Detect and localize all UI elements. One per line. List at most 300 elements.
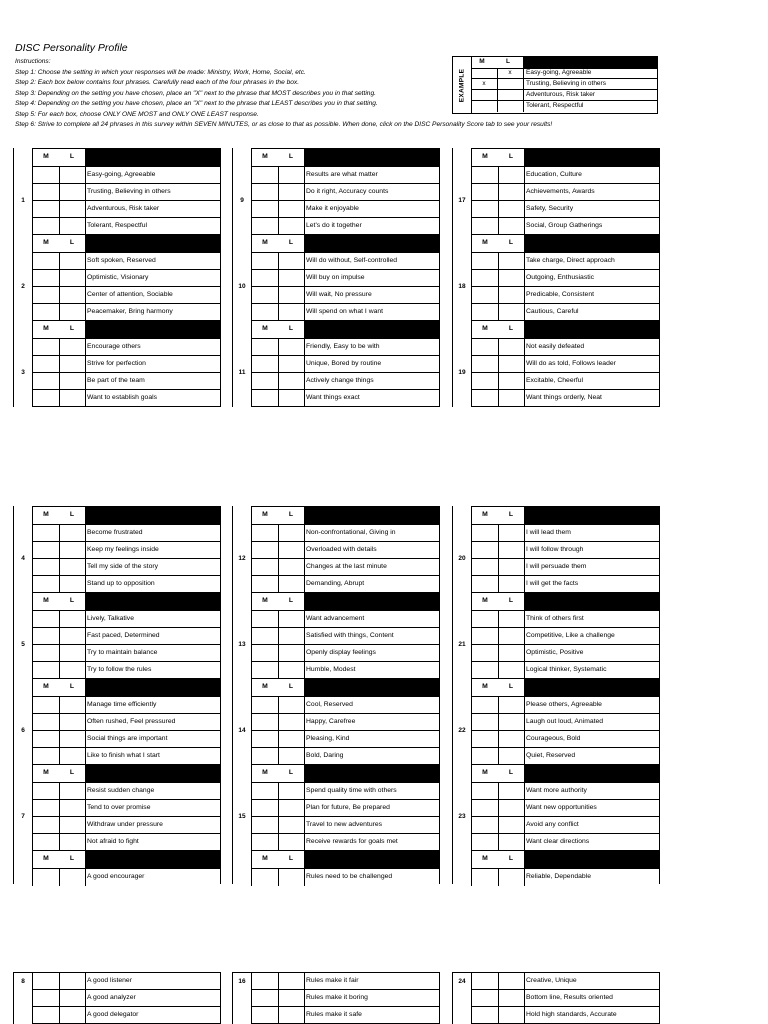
most-checkbox[interactable] (33, 390, 60, 406)
most-checkbox[interactable] (472, 373, 499, 389)
most-checkbox[interactable] (252, 628, 279, 644)
most-checkbox[interactable] (472, 253, 499, 269)
most-checkbox[interactable] (472, 973, 499, 989)
most-checkbox[interactable] (472, 390, 499, 406)
most-column-header: M (43, 855, 49, 862)
phrase-text: Rules need to be challenged (306, 873, 393, 880)
phrase-row (32, 287, 220, 304)
phrase-row (32, 731, 220, 748)
least-checkbox[interactable] (498, 748, 525, 764)
least-checkbox[interactable] (278, 990, 305, 1006)
least-checkbox[interactable] (278, 184, 305, 200)
least-checkbox[interactable] (59, 714, 86, 730)
most-checkbox[interactable] (33, 800, 60, 816)
phrase-text: Fast paced, Determined (87, 632, 160, 639)
least-checkbox[interactable] (59, 270, 86, 286)
most-checkbox[interactable] (472, 731, 499, 747)
most-checkbox[interactable] (252, 184, 279, 200)
question-number: 13 (238, 641, 246, 648)
phrase-text: Optimistic, Positive (526, 649, 584, 656)
phrase-row (251, 559, 439, 576)
least-checkbox[interactable] (59, 218, 86, 234)
most-checkbox[interactable] (472, 628, 499, 644)
most-checkbox[interactable] (33, 748, 60, 764)
least-checkbox[interactable] (498, 373, 525, 389)
phrase-row (471, 697, 659, 714)
least-checkbox[interactable] (278, 783, 305, 799)
most-checkbox[interactable] (252, 525, 279, 541)
most-checkbox[interactable] (472, 817, 499, 833)
most-checkbox[interactable] (252, 542, 279, 558)
most-column-header: M (482, 769, 488, 776)
most-checkbox[interactable] (472, 800, 499, 816)
phrase-row (32, 542, 220, 559)
most-checkbox[interactable] (33, 542, 60, 558)
most-checkbox[interactable] (252, 869, 279, 886)
most-checkbox[interactable] (472, 559, 499, 575)
least-checkbox[interactable] (278, 167, 305, 183)
phrase-row (251, 869, 439, 886)
least-checkbox[interactable] (59, 973, 86, 989)
least-checkbox[interactable] (278, 390, 305, 406)
most-checkbox[interactable] (252, 339, 279, 355)
most-checkbox[interactable] (252, 973, 279, 989)
least-checkbox[interactable] (59, 800, 86, 816)
least-column-header: L (69, 239, 75, 246)
least-column-header: L (288, 769, 294, 776)
phrase-row (471, 184, 659, 201)
least-checkbox[interactable] (278, 339, 305, 355)
most-checkbox[interactable] (33, 817, 60, 833)
most-checkbox[interactable] (33, 662, 60, 678)
question-number: 2 (21, 283, 25, 290)
phrase-row (251, 339, 439, 356)
least-checkbox[interactable] (498, 287, 525, 303)
most-checkbox[interactable] (252, 783, 279, 799)
least-checkbox[interactable] (59, 576, 86, 592)
most-checkbox[interactable] (252, 253, 279, 269)
most-checkbox[interactable] (252, 611, 279, 627)
least-checkbox[interactable] (278, 714, 305, 730)
most-checkbox[interactable] (472, 748, 499, 764)
phrase-text: Stand up to opposition (87, 580, 155, 587)
least-checkbox[interactable] (498, 611, 525, 627)
least-checkbox[interactable] (498, 356, 525, 372)
most-checkbox[interactable] (33, 611, 60, 627)
least-checkbox[interactable] (59, 184, 86, 200)
most-checkbox[interactable] (33, 731, 60, 747)
most-checkbox[interactable] (472, 783, 499, 799)
least-checkbox[interactable] (278, 611, 305, 627)
least-checkbox[interactable] (59, 390, 86, 406)
most-checkbox[interactable] (252, 834, 279, 850)
least-checkbox[interactable] (59, 611, 86, 627)
phrase-row (32, 628, 220, 645)
most-column-header: M (43, 683, 49, 690)
phrase-text: Soft spoken, Reserved (87, 257, 156, 264)
least-checkbox[interactable] (498, 167, 525, 183)
most-checkbox[interactable] (472, 542, 499, 558)
least-checkbox[interactable] (278, 834, 305, 850)
most-checkbox[interactable] (472, 869, 499, 886)
least-checkbox[interactable] (59, 628, 86, 644)
least-checkbox[interactable] (498, 253, 525, 269)
question-box-19 (452, 320, 660, 407)
phrase-row (251, 167, 439, 184)
least-checkbox[interactable] (498, 662, 525, 678)
least-checkbox[interactable] (278, 576, 305, 592)
least-checkbox[interactable] (278, 817, 305, 833)
question-box-15 (232, 764, 440, 851)
box-header (471, 850, 659, 869)
least-checkbox[interactable] (278, 748, 305, 764)
least-checkbox[interactable] (498, 1007, 525, 1023)
phrase-text: Not easily defeated (526, 343, 585, 350)
example-row (471, 79, 657, 90)
most-checkbox[interactable] (472, 184, 499, 200)
least-checkbox[interactable] (59, 201, 86, 217)
phrase-text: Not afraid to fight (87, 838, 139, 845)
least-checkbox[interactable] (278, 287, 305, 303)
box-header (32, 850, 220, 869)
box-header (471, 234, 659, 253)
least-checkbox[interactable] (59, 697, 86, 713)
most-checkbox[interactable] (33, 559, 60, 575)
least-column-header: L (288, 325, 294, 332)
phrase-text: Openly display feelings (306, 649, 376, 656)
least-checkbox[interactable] (278, 218, 305, 234)
least-checkbox[interactable] (59, 748, 86, 764)
most-checkbox[interactable] (252, 576, 279, 592)
most-checkbox[interactable] (472, 167, 499, 183)
question-number: 5 (21, 641, 25, 648)
most-checkbox[interactable] (33, 990, 60, 1006)
phrase-row (251, 287, 439, 304)
box-header (32, 148, 220, 167)
phrase-text: Optimistic, Visionary (87, 274, 149, 281)
phrase-row (471, 800, 659, 817)
least-checkbox[interactable] (59, 339, 86, 355)
box-header (32, 592, 220, 611)
most-checkbox[interactable] (472, 356, 499, 372)
phrase-text: A good encourager (87, 873, 145, 880)
example-least-mark (497, 90, 524, 100)
most-checkbox[interactable] (252, 287, 279, 303)
phrase-row (471, 731, 659, 748)
most-column-header: M (262, 855, 268, 862)
phrase-text: Lively, Talkative (87, 615, 134, 622)
least-column-header: L (69, 153, 75, 160)
question-number: 12 (238, 555, 246, 562)
most-checkbox[interactable] (252, 817, 279, 833)
least-checkbox[interactable] (498, 218, 525, 234)
phrase-text: Unique, Bored by routine (306, 360, 382, 367)
least-checkbox[interactable] (278, 542, 305, 558)
least-checkbox[interactable] (278, 731, 305, 747)
most-checkbox[interactable] (33, 869, 60, 886)
least-checkbox[interactable] (278, 201, 305, 217)
phrase-text: Competitive, Like a challenge (526, 632, 615, 639)
phrase-row (251, 201, 439, 218)
most-checkbox[interactable] (252, 800, 279, 816)
phrase-row (471, 525, 659, 542)
least-checkbox[interactable] (278, 628, 305, 644)
least-checkbox[interactable] (59, 542, 86, 558)
most-checkbox[interactable] (252, 390, 279, 406)
most-checkbox[interactable] (33, 253, 60, 269)
least-checkbox[interactable] (278, 356, 305, 372)
least-checkbox[interactable] (59, 373, 86, 389)
most-checkbox[interactable] (472, 218, 499, 234)
example-row (471, 90, 657, 101)
least-checkbox[interactable] (59, 869, 86, 886)
most-checkbox[interactable] (252, 714, 279, 730)
phrase-row (471, 783, 659, 800)
least-checkbox[interactable] (498, 201, 525, 217)
phrase-row (251, 800, 439, 817)
most-checkbox[interactable] (472, 339, 499, 355)
least-checkbox[interactable] (498, 834, 525, 850)
least-checkbox[interactable] (498, 525, 525, 541)
most-checkbox[interactable] (472, 1007, 499, 1023)
most-checkbox[interactable] (252, 304, 279, 320)
phrase-text: Rules make it safe (306, 1011, 362, 1018)
most-checkbox[interactable] (33, 697, 60, 713)
least-checkbox[interactable] (498, 339, 525, 355)
least-checkbox[interactable] (498, 800, 525, 816)
phrase-row (471, 748, 659, 765)
least-checkbox[interactable] (498, 783, 525, 799)
question-number: 23 (458, 813, 466, 820)
phrase-text: Predicable, Consistent (526, 291, 595, 298)
most-column-header: M (262, 769, 268, 776)
question-box-14 (232, 678, 440, 765)
least-checkbox[interactable] (59, 1007, 86, 1023)
least-checkbox[interactable] (278, 645, 305, 661)
most-checkbox[interactable] (33, 201, 60, 217)
phrase-text: I will persuade them (526, 563, 587, 570)
instruction-line: Step 4: Depending on the setting you have chosen, place an "X" next to the phrase that LEAST describes you in that setting. (15, 100, 378, 107)
phrase-row (32, 270, 220, 287)
most-checkbox[interactable] (252, 990, 279, 1006)
least-checkbox[interactable] (278, 1007, 305, 1023)
phrase-row (32, 990, 220, 1007)
phrase-text: Courageous, Bold (526, 735, 581, 742)
phrase-row (251, 645, 439, 662)
least-checkbox[interactable] (59, 834, 86, 850)
phrase-row (251, 628, 439, 645)
most-checkbox[interactable] (33, 714, 60, 730)
least-checkbox[interactable] (498, 270, 525, 286)
least-checkbox[interactable] (498, 990, 525, 1006)
least-checkbox[interactable] (278, 662, 305, 678)
example-label: EXAMPLE (453, 57, 472, 113)
most-checkbox[interactable] (252, 731, 279, 747)
most-checkbox[interactable] (252, 1007, 279, 1023)
example-row (471, 68, 657, 79)
phrase-text: Non-confrontational, Giving in (306, 529, 396, 536)
least-checkbox[interactable] (498, 304, 525, 320)
phrase-row (32, 697, 220, 714)
phrase-text: Laugh out loud, Animated (526, 718, 604, 725)
most-checkbox[interactable] (252, 218, 279, 234)
most-checkbox[interactable] (33, 356, 60, 372)
most-checkbox[interactable] (33, 373, 60, 389)
most-checkbox[interactable] (472, 611, 499, 627)
most-checkbox[interactable] (252, 662, 279, 678)
least-checkbox[interactable] (278, 697, 305, 713)
most-checkbox[interactable] (472, 304, 499, 320)
most-checkbox[interactable] (33, 218, 60, 234)
phrase-text: Resist sudden change (87, 787, 155, 794)
phrase-text: Will buy on impulse (306, 274, 365, 281)
most-column-header: M (482, 511, 488, 518)
most-checkbox[interactable] (252, 270, 279, 286)
least-checkbox[interactable] (59, 662, 86, 678)
phrase-text: Rules make it fair (306, 977, 359, 984)
least-checkbox[interactable] (278, 800, 305, 816)
phrase-text: Let's do it together (306, 222, 362, 229)
instruction-line: Instructions: (15, 58, 51, 65)
least-checkbox[interactable] (498, 390, 525, 406)
most-checkbox[interactable] (472, 576, 499, 592)
least-column-header: L (288, 683, 294, 690)
most-checkbox[interactable] (252, 697, 279, 713)
least-checkbox[interactable] (278, 270, 305, 286)
least-checkbox[interactable] (59, 817, 86, 833)
most-checkbox[interactable] (472, 287, 499, 303)
least-checkbox[interactable] (498, 542, 525, 558)
phrase-text: Often rushed, Feel pressured (87, 718, 176, 725)
phrase-text: Adventurous, Risk taker (87, 205, 160, 212)
most-checkbox[interactable] (33, 184, 60, 200)
most-checkbox[interactable] (252, 356, 279, 372)
most-checkbox[interactable] (33, 628, 60, 644)
question-number: 11 (238, 369, 246, 376)
most-checkbox[interactable] (252, 167, 279, 183)
least-checkbox[interactable] (278, 304, 305, 320)
least-checkbox[interactable] (278, 525, 305, 541)
box-header (251, 592, 439, 611)
most-column-header: M (43, 325, 49, 332)
most-column-header: M (482, 239, 488, 246)
least-checkbox[interactable] (59, 287, 86, 303)
least-checkbox[interactable] (59, 525, 86, 541)
least-checkbox[interactable] (59, 356, 86, 372)
least-checkbox[interactable] (59, 645, 86, 661)
least-checkbox[interactable] (59, 783, 86, 799)
most-checkbox[interactable] (472, 645, 499, 661)
least-checkbox[interactable] (278, 559, 305, 575)
phrase-text: Want things exact (306, 394, 360, 401)
most-checkbox[interactable] (252, 645, 279, 661)
phrase-text: Excitable, Cheerful (526, 377, 584, 384)
phrase-row (32, 817, 220, 834)
phrase-row (32, 390, 220, 407)
least-checkbox[interactable] (498, 559, 525, 575)
question-box-8-continued (13, 972, 221, 1024)
most-checkbox[interactable] (33, 304, 60, 320)
most-checkbox[interactable] (252, 748, 279, 764)
phrase-row (471, 645, 659, 662)
least-checkbox[interactable] (498, 714, 525, 730)
least-checkbox[interactable] (498, 817, 525, 833)
phrase-row (251, 253, 439, 270)
least-checkbox[interactable] (59, 731, 86, 747)
most-checkbox[interactable] (33, 576, 60, 592)
phrase-row (471, 834, 659, 851)
most-checkbox[interactable] (472, 990, 499, 1006)
least-checkbox[interactable] (498, 697, 525, 713)
most-checkbox[interactable] (33, 270, 60, 286)
box-header (251, 764, 439, 783)
most-checkbox[interactable] (472, 714, 499, 730)
most-checkbox[interactable] (252, 559, 279, 575)
phrase-row (251, 542, 439, 559)
most-checkbox[interactable] (33, 834, 60, 850)
question-number: 1 (21, 197, 25, 204)
least-checkbox[interactable] (498, 973, 525, 989)
most-checkbox[interactable] (33, 167, 60, 183)
phrase-row (471, 714, 659, 731)
least-checkbox[interactable] (498, 184, 525, 200)
box-header (471, 764, 659, 783)
most-checkbox[interactable] (252, 373, 279, 389)
least-checkbox[interactable] (59, 167, 86, 183)
most-column-header: M (43, 153, 49, 160)
most-checkbox[interactable] (33, 973, 60, 989)
least-checkbox[interactable] (278, 253, 305, 269)
most-checkbox[interactable] (472, 662, 499, 678)
most-checkbox[interactable] (472, 201, 499, 217)
phrase-row (251, 731, 439, 748)
phrase-text: Tell my side of the story (87, 563, 159, 570)
most-column-header: M (43, 597, 49, 604)
phrase-row (32, 869, 220, 886)
most-checkbox[interactable] (472, 834, 499, 850)
most-checkbox[interactable] (472, 697, 499, 713)
least-checkbox[interactable] (59, 304, 86, 320)
least-checkbox[interactable] (59, 253, 86, 269)
question-box-16 (232, 850, 440, 884)
most-checkbox[interactable] (33, 645, 60, 661)
least-checkbox[interactable] (59, 990, 86, 1006)
most-checkbox[interactable] (33, 287, 60, 303)
most-checkbox[interactable] (33, 783, 60, 799)
phrase-row (32, 611, 220, 628)
most-checkbox[interactable] (252, 201, 279, 217)
least-checkbox[interactable] (59, 559, 86, 575)
least-checkbox[interactable] (278, 373, 305, 389)
least-checkbox[interactable] (498, 645, 525, 661)
least-checkbox[interactable] (278, 973, 305, 989)
most-checkbox[interactable] (33, 339, 60, 355)
least-checkbox[interactable] (498, 628, 525, 644)
least-checkbox[interactable] (498, 869, 525, 886)
most-checkbox[interactable] (33, 1007, 60, 1023)
least-checkbox[interactable] (498, 731, 525, 747)
phrase-row (32, 304, 220, 321)
box-header (32, 234, 220, 253)
most-checkbox[interactable] (472, 525, 499, 541)
phrase-row (251, 990, 439, 1007)
least-column-header: L (69, 511, 75, 518)
most-checkbox[interactable] (472, 270, 499, 286)
box-header (32, 506, 220, 525)
least-checkbox[interactable] (278, 869, 305, 886)
most-checkbox[interactable] (33, 525, 60, 541)
least-checkbox[interactable] (498, 576, 525, 592)
